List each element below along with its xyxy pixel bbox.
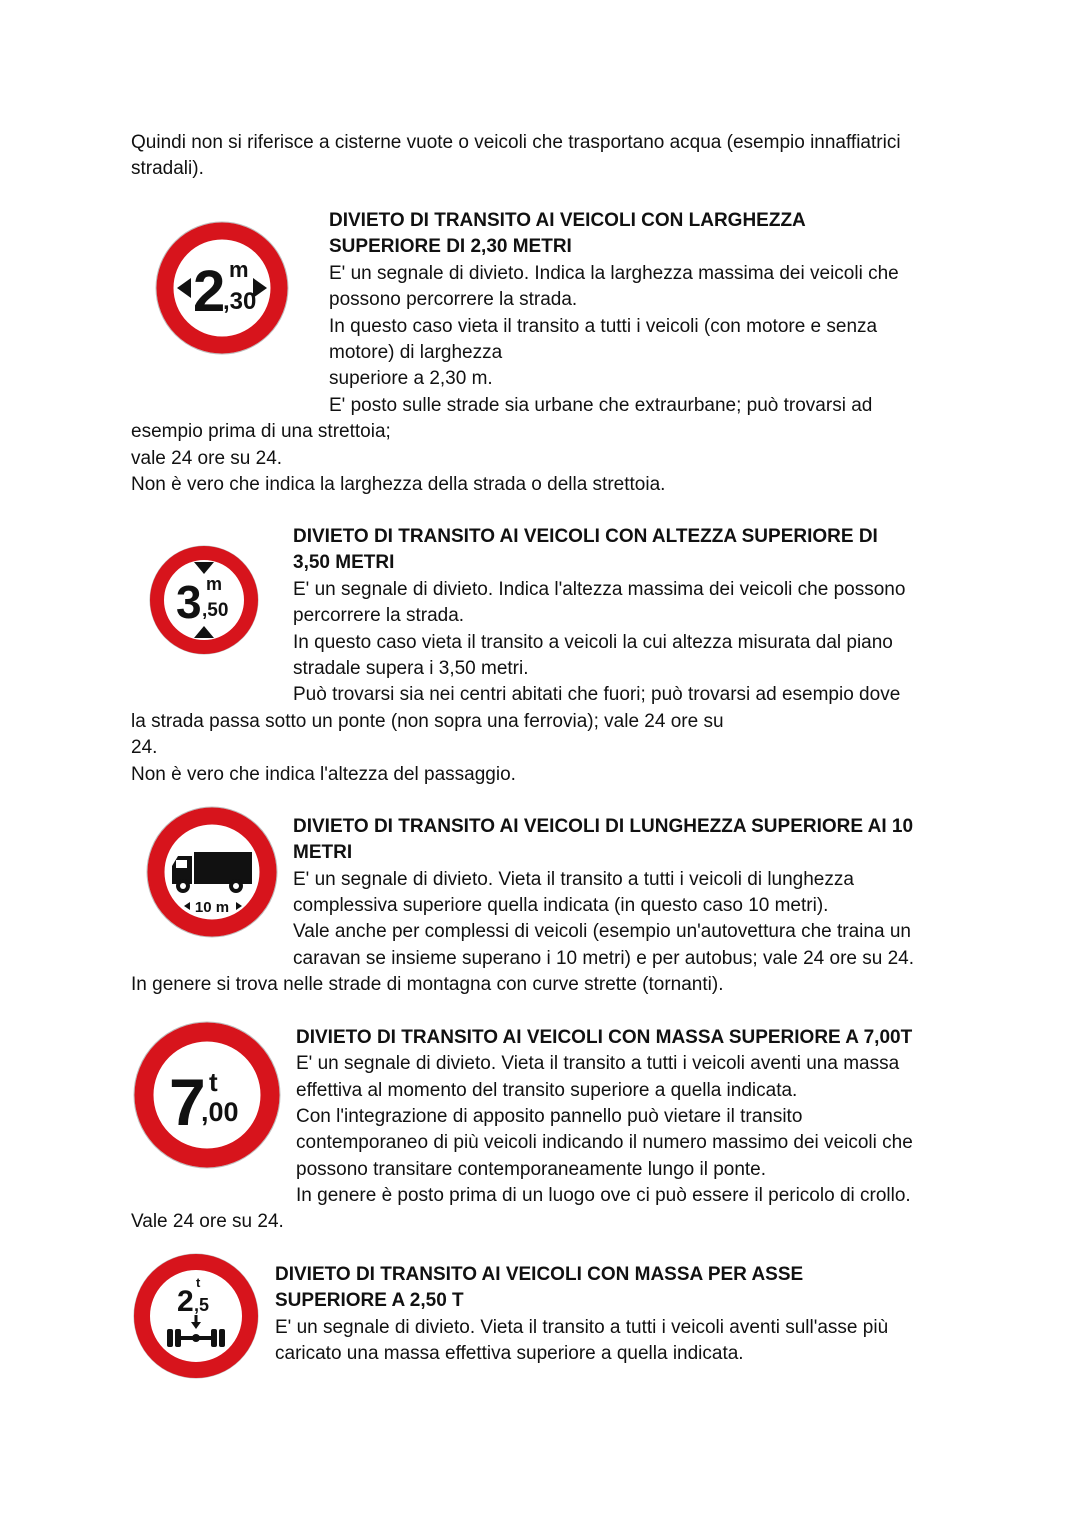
section-text: E' un segnale di divieto. Vieta il transito a tutti i veicoli aventi sull'asse più xyxy=(275,1317,889,1338)
sign-unit: m xyxy=(206,574,223,594)
length-limit-truck-sign-icon xyxy=(146,806,278,938)
height-limit-sign-icon xyxy=(149,545,259,655)
sign-length-label: 10 m xyxy=(194,899,230,916)
sign-unit: t xyxy=(209,1067,218,1097)
sign-main-number: 2 xyxy=(177,1285,194,1318)
section-text: E' un segnale di divieto. Vieta il transito a tutti i veicoli di lunghezza xyxy=(293,869,854,890)
section-text: Vale anche per complessi di veicoli (esempio un'autovettura che traina un xyxy=(293,921,911,942)
section-text: 24. xyxy=(131,737,158,758)
section-text: Non è vero che indica la larghezza della strada o della strettoia. xyxy=(131,474,666,495)
section-text: vale 24 ore su 24. xyxy=(131,448,283,469)
section-title: DIVIETO DI TRANSITO AI VEICOLI CON MASSA PER ASSE xyxy=(275,1264,804,1285)
section-text: In genere è posto prima di un luogo ove ci può essere il pericolo di crollo. xyxy=(296,1185,911,1206)
sign-decimal: ,50 xyxy=(202,600,229,621)
section-text: la strada passa sotto un ponte (non sopra una ferrovia); vale 24 ore su xyxy=(131,711,724,732)
sign-unit: m xyxy=(229,257,249,282)
section-title: SUPERIORE A 2,50 T xyxy=(275,1290,464,1311)
section-title: 3,50 METRI xyxy=(293,552,395,573)
section-text: In questo caso vieta il transito a veicoli la cui altezza misurata dal piano xyxy=(293,632,893,653)
section-title: METRI xyxy=(293,842,353,863)
section-text: complessiva superiore quella indicata (in questo caso 10 metri). xyxy=(293,895,829,916)
section-text: esempio prima di una strettoia; xyxy=(131,421,391,442)
section-text: caricato una massa effettiva superiore a quella indicata. xyxy=(275,1343,744,1364)
sign-main-number: 3 xyxy=(176,576,202,628)
section-text: possono transitare contemporaneamente lungo il ponte. xyxy=(296,1159,767,1180)
section-text: superiore a 2,30 m. xyxy=(329,368,493,389)
width-limit-sign-icon xyxy=(155,221,289,355)
section-text: percorrere la strada. xyxy=(293,605,465,626)
section-text: In genere si trova nelle strade di montagna con curve strette (tornanti). xyxy=(131,974,724,995)
section-text: Con l'integrazione di apposito pannello può vietare il transito xyxy=(296,1106,803,1127)
section-text: caravan se insieme superano i 10 metri) e per autobus; vale 24 ore su 24. xyxy=(293,948,915,969)
section-text: contemporaneo di più veicoli indicando il numero massimo dei veicoli che xyxy=(296,1132,913,1153)
sign-decimal: ,00 xyxy=(201,1097,239,1127)
section-text: stradale supera i 3,50 metri. xyxy=(293,658,529,679)
intro-line: Quindi non si riferisce a cisterne vuote o veicoli che trasportano acqua (esempio innaffiatrici xyxy=(131,132,901,153)
mass-limit-sign-icon xyxy=(133,1021,281,1169)
section-title: DIVIETO DI TRANSITO AI VEICOLI CON MASSA SUPERIORE A 7,00T xyxy=(296,1027,913,1048)
sign-decimal: ,30 xyxy=(223,288,257,315)
section-text: In questo caso vieta il transito a tutti i veicoli (con motore e senza xyxy=(329,316,878,337)
intro-line: stradali). xyxy=(131,158,204,179)
section-title: DIVIETO DI TRANSITO AI VEICOLI DI LUNGHEZZA SUPERIORE AI 10 xyxy=(293,816,914,837)
section-text: E' un segnale di divieto. Indica l'altezza massima dei veicoli che possono xyxy=(293,579,906,600)
section-text: motore) di larghezza xyxy=(329,342,503,363)
section-text: E' un segnale di divieto. Vieta il transito a tutti i veicoli aventi una massa xyxy=(296,1053,900,1074)
sign-unit: t xyxy=(196,1275,201,1290)
section-title: DIVIETO DI TRANSITO AI VEICOLI CON LARGHEZZA xyxy=(329,210,806,231)
section-title: DIVIETO DI TRANSITO AI VEICOLI CON ALTEZZA SUPERIORE DI xyxy=(293,526,878,547)
section-text: effettiva al momento del transito superiore a quella indicata. xyxy=(296,1080,798,1101)
sign-decimal: ,5 xyxy=(194,1295,210,1315)
section-text: possono percorrere la strada. xyxy=(329,289,578,310)
section-text: E' posto sulle strade sia urbane che extraurbane; può trovarsi ad xyxy=(329,395,873,416)
section-text: Non è vero che indica l'altezza del passaggio. xyxy=(131,764,516,785)
section-text: Vale 24 ore su 24. xyxy=(131,1211,284,1232)
sign-main-number: 2 xyxy=(193,259,226,324)
section-text: E' un segnale di divieto. Indica la larghezza massima dei veicoli che xyxy=(329,263,899,284)
section-title: SUPERIORE DI 2,30 METRI xyxy=(329,236,572,257)
axle-mass-limit-sign-icon xyxy=(133,1253,259,1379)
sign-main-number: 7 xyxy=(169,1065,206,1139)
section-text: Può trovarsi sia nei centri abitati che fuori; può trovarsi ad esempio dove xyxy=(293,684,901,705)
